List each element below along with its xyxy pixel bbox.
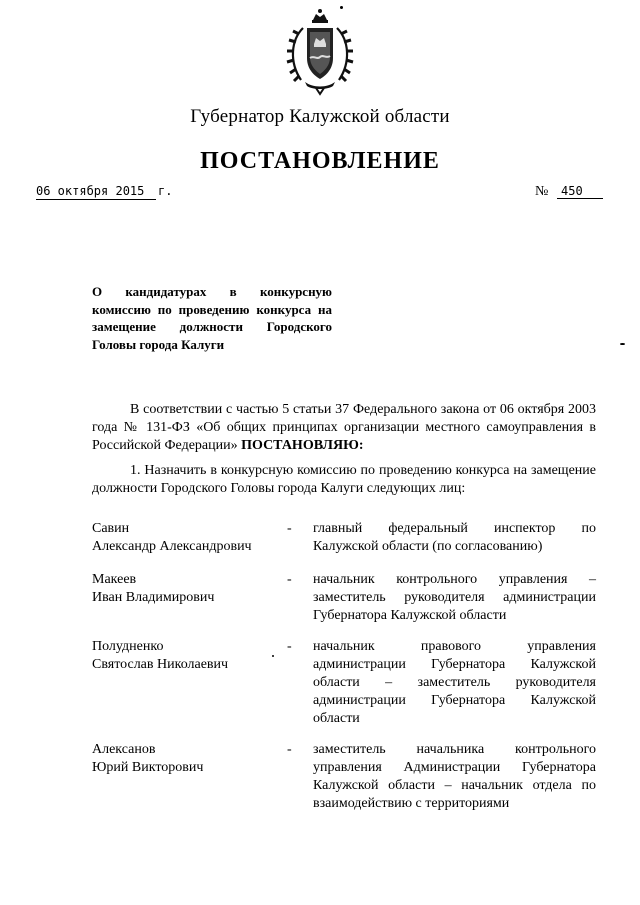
member-surname: Макеев <box>92 572 137 587</box>
scan-speck <box>340 6 343 9</box>
member-name <box>92 638 282 674</box>
document-date-suffix: г. <box>158 184 173 198</box>
member-surname: Алексанов <box>92 742 156 757</box>
member-dash: - <box>287 742 292 757</box>
member-name <box>92 741 282 777</box>
member-given-names: Юрий Викторович <box>92 760 204 775</box>
scan-speck <box>620 343 625 345</box>
scan-speck <box>272 655 274 657</box>
document-number-label: № <box>535 184 549 199</box>
preamble-paragraph <box>92 401 596 455</box>
member-position: заместитель начальника контрольного управления Администрации Губернатора Калужской области – начальник отдела по взаимодействию с территориями <box>313 742 596 811</box>
member-given-names: Святослав Николаевич <box>92 657 229 672</box>
member-position: начальник правового управления администрации Губернатора Калужской области – заместитель руководителя администрации Губернатора Калужской области <box>313 639 596 726</box>
document-date: 06 октября 2015 <box>36 184 156 200</box>
member-name <box>92 520 282 556</box>
item-1-paragraph: 1. Назначить в конкурсную комиссию по проведению конкурса на замещение должности Городского Головы города Калуги следующих лиц: <box>92 463 596 496</box>
document-type-title: ПОСТАНОВЛЕНИЕ <box>200 148 440 174</box>
resolution-keyword: ПОСТАНОВЛЯЮ <box>241 438 359 453</box>
issuing-authority: Губернатор Калужской области <box>190 106 450 127</box>
document-subject: О кандидатурах в конкурсную комиссию по проведению конкурса на замещение должности Городского Головы города Калуги <box>92 284 332 352</box>
member-given-names: Александр Александрович <box>92 539 252 554</box>
preamble-text: В соответствии с частью 5 статьи 37 Федерального закона от 06 октября 2003 года № 131-ФЗ «Об общих принципах организации местного самоуправления в Российской Федерации» <box>92 402 596 453</box>
document-number: 450 <box>557 184 603 199</box>
member-position: главный федеральный инспектор по Калужской области (по согласованию) <box>313 521 596 554</box>
member-name <box>92 571 282 607</box>
member-dash: - <box>287 639 292 654</box>
resolution-keyword-colon: : <box>358 438 364 453</box>
member-dash: - <box>287 521 292 536</box>
member-surname: Полудненко <box>92 639 164 654</box>
coat-of-arms-emblem <box>283 8 357 96</box>
member-dash: - <box>287 572 292 587</box>
member-given-names: Иван Владимирович <box>92 590 215 605</box>
member-surname: Савин <box>92 521 130 536</box>
member-position: начальник контрольного управления – заместитель руководителя администрации Губернатора Калужской области <box>313 572 596 623</box>
